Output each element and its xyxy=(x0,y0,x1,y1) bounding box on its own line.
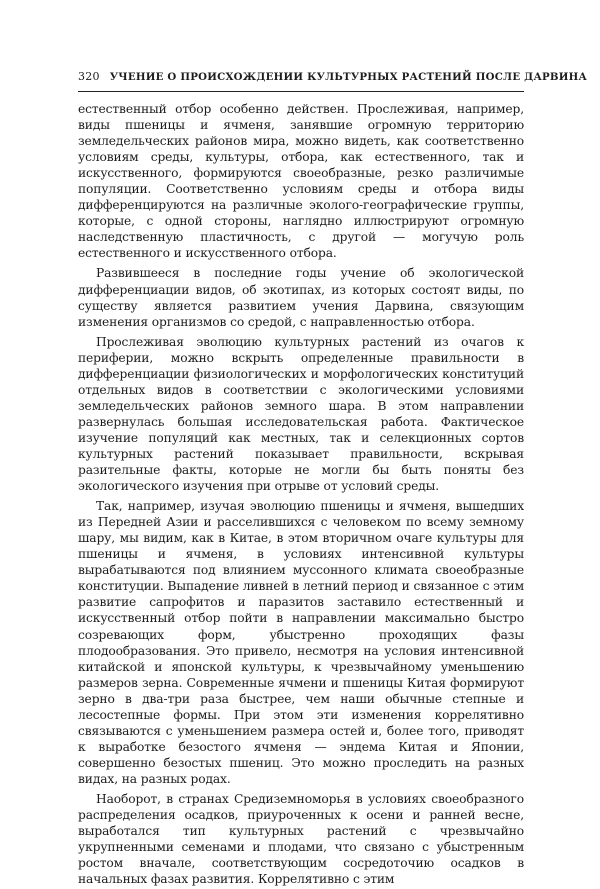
header-divider xyxy=(78,91,524,92)
paragraph-1: естественный отбор особенно действен. Прослеживая, например, виды пшеницы и ячменя, занявшие огромную территорию земледельческих районов мира, можно видеть, как соответственно условиям среды, культуры, отбора, как естественного, так и искусственного, формируются своеобразные, резко различимые популяции. Соответственно условиям среды и отбора виды дифференцируются на различные эколого-географические группы, которые, с одной стороны, наглядно иллюстрируют огромную наследственную пластичность, с другой — могучую роль естественного и искусственного отбора. xyxy=(78,102,524,261)
body-text xyxy=(78,101,524,889)
paragraph-3: Прослеживая эволюцию культурных растений из очагов к периферии, можно вскрыть определенные правильности в дифференциации физиологических и морфологических конституций отдельных видов в соответствии с экологическими условиями земледельческих районов земного шара. В этом направлении развернулась большая исследовательская работа. Фактическое изучение популяций как местных, так и селекционных сортов культурных растений показывает правильности, вскрывая разительные факты, которые не могли бы быть поняты без экологического изучения при отрыве от условий среды. xyxy=(78,334,524,494)
paragraph-2: Развившееся в последние годы учение об экологической дифференциации видов, об экотипах, из которых состоят виды, по существу является развитием учения Дарвина, связующим изменения организмов со средой, с направленностью отбора. xyxy=(78,266,524,329)
running-header xyxy=(78,70,588,88)
paragraph-5: Наоборот, в странах Средиземноморья в условиях своеобразного распределения осадков, приуроченных к осени и ранней весне, выработался тип культурных растений с чрезвычайно укрупненными семенами и плодами, что связано с убыстренным ростом вначале, соответствующим сосредоточию осадков в начальных фазах развития. Коррелятивно с этим xyxy=(78,791,524,887)
chapter-title: УЧЕНИЕ О ПРОИСХОЖДЕНИИ КУЛЬТУРНЫХ РАСТЕНИЙ ПОСЛЕ ДАРВИНА xyxy=(109,71,588,83)
page-number: 320 xyxy=(78,70,100,83)
paragraph-4: Так, например, изучая эволюцию пшеницы и ячменя, вышедших из Передней Азии и расселившихся с человеком по всему земному шару, мы видим, как в Китае, в этом вторичном очаге культуры для пшеницы и ячменя, в условиях интенсивной культуры вырабатываются под влиянием муссонного климата своеобразные конституции. Выпадение ливней в летний период и связанное с этим развитие сапрофитов и паразитов заставило естественный и искусственный отбор пойти в направлении максимально быстро созревающих форм, убыстренно проходящих фазы плодообразования. Это привело, несмотря на условия интенсивной китайской и японской культуры, к чрезвычайному уменьшению размеров зерна. Современные ячмени и пшеницы Китая формируют зерно в два-три раза быстрее, чем наши обычные степные и лесостепные формы. При этом эти изменения коррелятивно связываются с уменьшением размера остей и, более того, приводят к выработке безостого ячменя — эндема Китая и Японии, совершенно безостых пшениц. Это можно проследить на разных видах, на разных родах. xyxy=(78,499,524,786)
